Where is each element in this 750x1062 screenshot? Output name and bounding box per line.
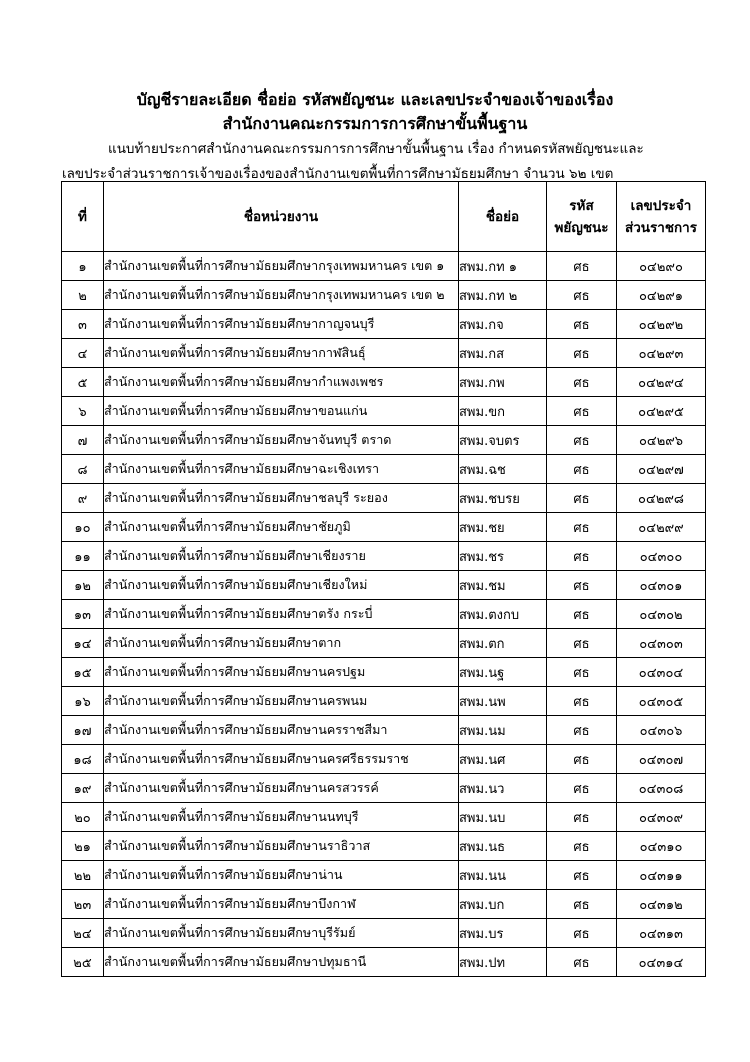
letter-code: ศธ [547, 252, 617, 281]
unit-name: สำนักงานเขตพื้นที่การศึกษามัธยมศึกษาตาก [104, 629, 459, 658]
row-number: ๑๓ [62, 600, 104, 629]
header-code: รหัส พยัญชนะ [547, 182, 617, 252]
row-number: ๗ [62, 426, 104, 455]
letter-code: ศธ [547, 861, 617, 890]
unit-name: สำนักงานเขตพื้นที่การศึกษามัธยมศึกษากำแพงเพชร [104, 368, 459, 397]
table-row [62, 252, 706, 281]
office-number: ๐๔๓๑๒ [617, 890, 706, 919]
unit-abbreviation: สพม.นบ [459, 803, 547, 832]
unit-abbreviation: สพม.กพ [459, 368, 547, 397]
letter-code: ศธ [547, 919, 617, 948]
letter-code: ศธ [547, 658, 617, 687]
row-number: ๒๔ [62, 919, 104, 948]
office-number: ๐๔๓๐๓ [617, 629, 706, 658]
unit-name: สำนักงานเขตพื้นที่การศึกษามัธยมศึกษาขอนแก่น [104, 397, 459, 426]
table-row [62, 658, 706, 687]
table-row [62, 600, 706, 629]
units-table [61, 181, 706, 977]
office-number: ๐๔๓๑๓ [617, 919, 706, 948]
table-row [62, 513, 706, 542]
table-row [62, 745, 706, 774]
office-number: ๐๔๒๙๗ [617, 455, 706, 484]
table-row [62, 397, 706, 426]
row-number: ๕ [62, 368, 104, 397]
unit-abbreviation: สพม.บก [459, 890, 547, 919]
office-number: ๐๔๓๐๒ [617, 600, 706, 629]
document-subtitle: สำนักงานคณะกรรมการการศึกษาขั้นพื้นฐาน [222, 114, 528, 133]
letter-code: ศธ [547, 426, 617, 455]
table-row [62, 542, 706, 571]
table-row [62, 948, 706, 977]
table-row [62, 890, 706, 919]
letter-code: ศธ [547, 716, 617, 745]
unit-name: สำนักงานเขตพื้นที่การศึกษามัธยมศึกษาชัยภูมิ [104, 513, 459, 542]
office-number: ๐๔๒๙๓ [617, 339, 706, 368]
unit-name: สำนักงานเขตพื้นที่การศึกษามัธยมศึกษานนทบุรี [104, 803, 459, 832]
table-row [62, 861, 706, 890]
unit-name: สำนักงานเขตพื้นที่การศึกษามัธยมศึกษากาญจนบุรี [104, 310, 459, 339]
table-row [62, 832, 706, 861]
row-number: ๑๐ [62, 513, 104, 542]
office-number: ๐๔๓๑๑ [617, 861, 706, 890]
header-number: เลขประจำ ส่วนราชการ [617, 182, 706, 252]
unit-name: สำนักงานเขตพื้นที่การศึกษามัธยมศึกษากาฬสินธุ์ [104, 339, 459, 368]
unit-abbreviation: สพม.ฉช [459, 455, 547, 484]
row-number: ๑๘ [62, 745, 104, 774]
row-number: ๓ [62, 310, 104, 339]
letter-code: ศธ [547, 948, 617, 977]
document-title: บัญชีรายละเอียด ชื่อย่อ รหัสพยัญชนะ และเลขประจำของเจ้าของเรื่อง [136, 90, 614, 109]
unit-name: สำนักงานเขตพื้นที่การศึกษามัธยมศึกษาเชียงใหม่ [104, 571, 459, 600]
letter-code: ศธ [547, 397, 617, 426]
office-number: ๐๔๒๙๑ [617, 281, 706, 310]
letter-code: ศธ [547, 281, 617, 310]
row-number: ๑๙ [62, 774, 104, 803]
unit-abbreviation: สพม.นพ [459, 687, 547, 716]
row-number: ๒๐ [62, 803, 104, 832]
table-header-row [62, 182, 706, 252]
unit-name: สำนักงานเขตพื้นที่การศึกษามัธยมศึกษากรุงเทพมหานคร เขต ๒ [104, 281, 459, 310]
unit-name: สำนักงานเขตพื้นที่การศึกษามัธยมศึกษาเชียงราย [104, 542, 459, 571]
office-number: ๐๔๓๐๑ [617, 571, 706, 600]
office-number: ๐๔๓๐๙ [617, 803, 706, 832]
letter-code: ศธ [547, 484, 617, 513]
unit-abbreviation: สพม.ชร [459, 542, 547, 571]
letter-code: ศธ [547, 832, 617, 861]
header-name: ชื่อหน่วยงาน [104, 182, 459, 252]
unit-name: สำนักงานเขตพื้นที่การศึกษามัธยมศึกษาบุรีรัมย์ [104, 919, 459, 948]
office-number: ๐๔๓๐๐ [617, 542, 706, 571]
table-row [62, 803, 706, 832]
unit-abbreviation: สพม.ตก [459, 629, 547, 658]
header-abbr: ชื่อย่อ [459, 182, 547, 252]
unit-abbreviation: สพม.ขก [459, 397, 547, 426]
intro-line-2: เลขประจำส่วนราชการเจ้าของเรื่องของสำนักงานเขตพื้นที่การศึกษามัธยมศึกษา จำนวน ๖๒ เขต [62, 166, 614, 182]
row-number: ๘ [62, 455, 104, 484]
unit-name: สำนักงานเขตพื้นที่การศึกษามัธยมศึกษาจันทบุรี ตราด [104, 426, 459, 455]
unit-abbreviation: สพม.กท ๒ [459, 281, 547, 310]
row-number: ๒๑ [62, 832, 104, 861]
unit-abbreviation: สพม.นน [459, 861, 547, 890]
office-number: ๐๔๒๙๖ [617, 426, 706, 455]
unit-abbreviation: สพม.จบตร [459, 426, 547, 455]
unit-name: สำนักงานเขตพื้นที่การศึกษามัธยมศึกษานราธิวาส [104, 832, 459, 861]
letter-code: ศธ [547, 687, 617, 716]
table-row [62, 310, 706, 339]
row-number: ๑ [62, 252, 104, 281]
letter-code: ศธ [547, 571, 617, 600]
unit-abbreviation: สพม.นว [459, 774, 547, 803]
unit-abbreviation: สพม.ชบรย [459, 484, 547, 513]
office-number: ๐๔๒๙๕ [617, 397, 706, 426]
unit-name: สำนักงานเขตพื้นที่การศึกษามัธยมศึกษาน่าน [104, 861, 459, 890]
unit-abbreviation: สพม.บร [459, 919, 547, 948]
office-number: ๐๔๒๙๐ [617, 252, 706, 281]
unit-abbreviation: สพม.ชย [459, 513, 547, 542]
row-number: ๒๒ [62, 861, 104, 890]
letter-code: ศธ [547, 339, 617, 368]
office-number: ๐๔๓๐๘ [617, 774, 706, 803]
office-number: ๐๔๒๙๒ [617, 310, 706, 339]
table-row [62, 339, 706, 368]
unit-name: สำนักงานเขตพื้นที่การศึกษามัธยมศึกษาปทุมธานี [104, 948, 459, 977]
row-number: ๖ [62, 397, 104, 426]
unit-name: สำนักงานเขตพื้นที่การศึกษามัธยมศึกษาตรัง กระบี่ [104, 600, 459, 629]
table-row [62, 687, 706, 716]
letter-code: ศธ [547, 629, 617, 658]
unit-name: สำนักงานเขตพื้นที่การศึกษามัธยมศึกษานครพนม [104, 687, 459, 716]
unit-abbreviation: สพม.นม [459, 716, 547, 745]
table-row [62, 716, 706, 745]
unit-name: สำนักงานเขตพื้นที่การศึกษามัธยมศึกษานครสวรรค์ [104, 774, 459, 803]
letter-code: ศธ [547, 600, 617, 629]
letter-code: ศธ [547, 803, 617, 832]
row-number: ๑๔ [62, 629, 104, 658]
row-number: ๒๓ [62, 890, 104, 919]
unit-name: สำนักงานเขตพื้นที่การศึกษามัธยมศึกษาฉะเชิงเทรา [104, 455, 459, 484]
office-number: ๐๔๒๙๘ [617, 484, 706, 513]
unit-name: สำนักงานเขตพื้นที่การศึกษามัธยมศึกษานครศรีธรรมราช [104, 745, 459, 774]
office-number: ๐๔๓๐๔ [617, 658, 706, 687]
letter-code: ศธ [547, 745, 617, 774]
row-number: ๑๕ [62, 658, 104, 687]
table-row [62, 281, 706, 310]
unit-abbreviation: สพม.นศ [459, 745, 547, 774]
row-number: ๒ [62, 281, 104, 310]
row-number: ๔ [62, 339, 104, 368]
unit-abbreviation: สพม.กท ๑ [459, 252, 547, 281]
letter-code: ศธ [547, 455, 617, 484]
row-number: ๑๗ [62, 716, 104, 745]
office-number: ๐๔๓๐๕ [617, 687, 706, 716]
office-number: ๐๔๒๙๙ [617, 513, 706, 542]
unit-name: สำนักงานเขตพื้นที่การศึกษามัธยมศึกษาชลบุรี ระยอง [104, 484, 459, 513]
letter-code: ศธ [547, 368, 617, 397]
letter-code: ศธ [547, 890, 617, 919]
letter-code: ศธ [547, 513, 617, 542]
table-row [62, 629, 706, 658]
letter-code: ศธ [547, 774, 617, 803]
unit-name: สำนักงานเขตพื้นที่การศึกษามัธยมศึกษากรุงเทพมหานคร เขต ๑ [104, 252, 459, 281]
header-no: ที่ [62, 182, 104, 252]
unit-abbreviation: สพม.กจ [459, 310, 547, 339]
table-row [62, 455, 706, 484]
table-body [62, 252, 706, 977]
letter-code: ศธ [547, 542, 617, 571]
office-number: ๐๔๒๙๔ [617, 368, 706, 397]
table-row [62, 774, 706, 803]
office-number: ๐๔๓๐๗ [617, 745, 706, 774]
table-row [62, 571, 706, 600]
row-number: ๑๒ [62, 571, 104, 600]
unit-name: สำนักงานเขตพื้นที่การศึกษามัธยมศึกษาบึงกาฬ [104, 890, 459, 919]
letter-code: ศธ [547, 310, 617, 339]
row-number: ๒๕ [62, 948, 104, 977]
unit-abbreviation: สพม.ตงกบ [459, 600, 547, 629]
table-row [62, 484, 706, 513]
table-row [62, 919, 706, 948]
office-number: ๐๔๓๐๖ [617, 716, 706, 745]
row-number: ๙ [62, 484, 104, 513]
office-number: ๐๔๓๑๔ [617, 948, 706, 977]
unit-abbreviation: สพม.กส [459, 339, 547, 368]
unit-name: สำนักงานเขตพื้นที่การศึกษามัธยมศึกษานครปฐม [104, 658, 459, 687]
unit-abbreviation: สพม.ชม [459, 571, 547, 600]
unit-abbreviation: สพม.นฐ [459, 658, 547, 687]
office-number: ๐๔๓๑๐ [617, 832, 706, 861]
unit-abbreviation: สพม.นธ [459, 832, 547, 861]
row-number: ๑๖ [62, 687, 104, 716]
row-number: ๑๑ [62, 542, 104, 571]
table-row [62, 426, 706, 455]
intro-line-1: แนบท้ายประกาศสำนักงานคณะกรรมการการศึกษาขั้นพื้นฐาน เรื่อง กำหนดรหัสพยัญชนะและ [108, 141, 644, 157]
unit-abbreviation: สพม.ปท [459, 948, 547, 977]
unit-name: สำนักงานเขตพื้นที่การศึกษามัธยมศึกษานครราชสีมา [104, 716, 459, 745]
table-row [62, 368, 706, 397]
